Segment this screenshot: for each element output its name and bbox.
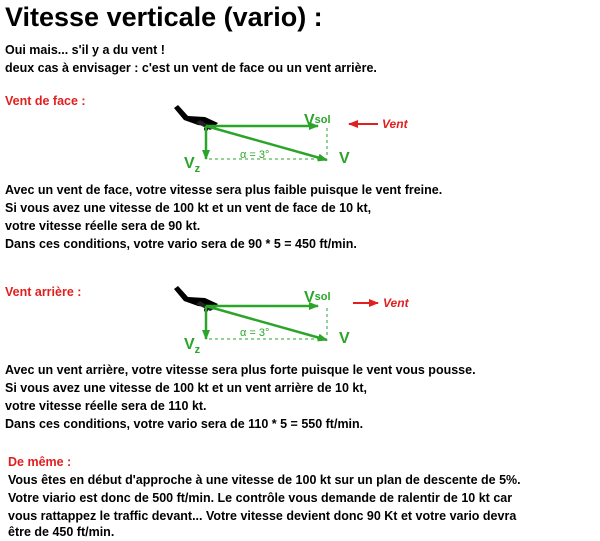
v-label: V	[339, 150, 350, 167]
tailwind-vector-diagram	[0, 280, 600, 360]
headwind-line-4: Dans ces conditions, votre vario sera de 90 * 5 = 450 ft/min.	[5, 237, 357, 251]
v-sol-label: Vsol	[304, 289, 331, 306]
wind-label: Vent	[383, 296, 409, 310]
vz-label: $V_z$	[184, 155, 201, 175]
tailwind-heading: Vent arrière :	[5, 285, 82, 299]
tailwind-line-2: Si vous avez une vitesse de 100 kt et un vent arrière de 10 kt,	[5, 381, 367, 395]
alpha-label: α = 3°	[240, 149, 270, 161]
same-line-4: être de 450 ft/min.	[8, 525, 115, 539]
v-sol-label: Vsol	[304, 112, 331, 129]
same-line-1: Vous êtes en début d'approche à une vitesse de 100 kt sur un plan de descente de 5%.	[8, 473, 521, 487]
headwind-heading: Vent de face :	[5, 94, 86, 108]
same-line-2: Votre viario est donc de 500 ft/min. Le contrôle vous demande de ralentir de 10 kt car	[8, 491, 513, 505]
tailwind-line-3: votre vitesse réelle sera de 110 kt.	[5, 399, 207, 413]
headwind-line-2: Si vous avez une vitesse de 100 kt et un vent de face de 10 kt,	[5, 201, 372, 215]
tailwind-line-1: Avec un vent arrière, votre vitesse sera plus forte puisque le vent vous pousse.	[5, 363, 476, 377]
wind-label: Vent	[382, 117, 408, 131]
same-line-3: vous rattappez le traffic devant... Votre vitesse devient donc 90 Kt et votre vario devra	[8, 509, 517, 523]
page-title: Vitesse verticale (vario) :	[5, 2, 323, 32]
tailwind-line-4: Dans ces conditions, votre vario sera de 110 * 5 = 550 ft/min.	[5, 417, 364, 431]
headwind-line-3: votre vitesse réelle sera de 90 kt.	[5, 219, 201, 233]
headwind-line-1: Avec un vent de face, votre vitesse sera plus faible puisque le vent freine.	[5, 183, 443, 197]
intro-line-2: deux cas à envisager : c'est un vent de face ou un vent arrière.	[5, 61, 377, 75]
alpha-label: α = 3°	[240, 327, 270, 339]
headwind-vector-diagram	[0, 100, 600, 180]
intro-line-1: Oui mais... s'il y a du vent !	[5, 43, 165, 57]
same-heading: De même :	[8, 455, 72, 469]
vz-label: $V_z$	[184, 336, 201, 356]
v-label: V	[339, 330, 350, 347]
